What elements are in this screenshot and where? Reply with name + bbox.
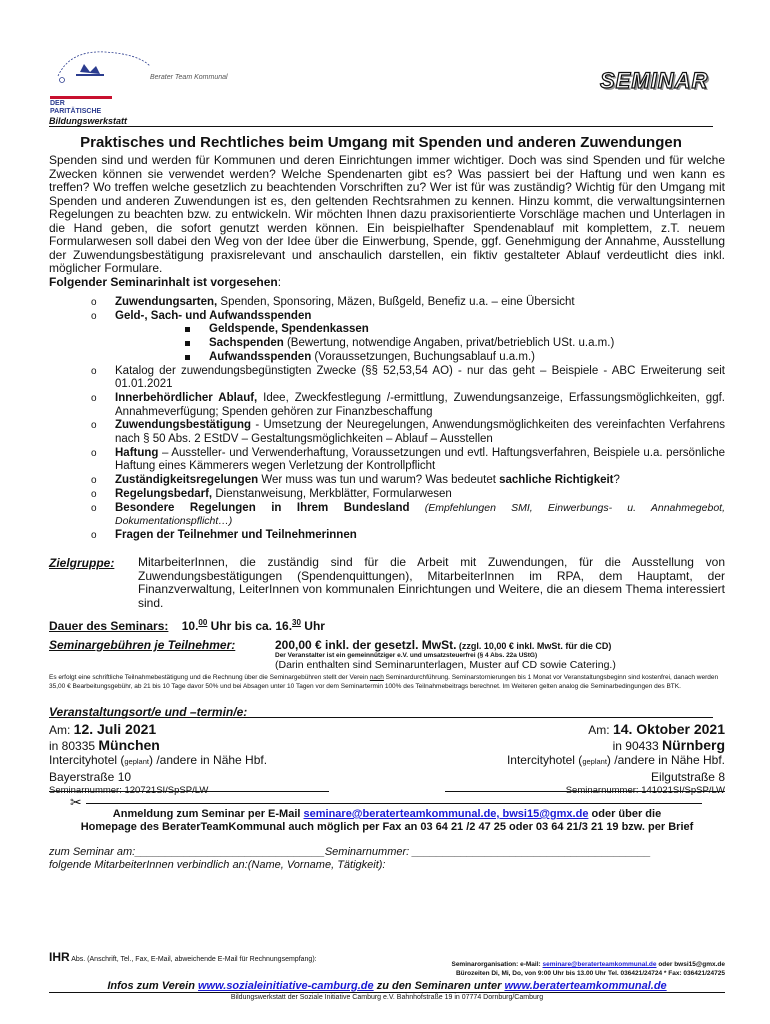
organisation-email-link[interactable]: seminare@beraterteamkommunal.de <box>542 961 657 968</box>
content-heading: Folgender Seminarinhalt ist vorgesehen <box>49 274 278 289</box>
list-item: o Regelungsbedarf, Dienstanweisung, Merkblätter, Formularwesen <box>91 487 452 500</box>
page-title: Praktisches und Rechtliches beim Umgang mit Spenden und anderen Zuwendungen <box>80 134 682 151</box>
venue-muenchen: Am: 12. Juli 2021 in 80335 München Intercityhotel (geplant) /andere in Nähe Hbf. Bayerstraße 10 Seminarnummer: 120721SI/SpSP/LW <box>49 721 268 796</box>
seminar-label: SEMINAR <box>600 68 709 93</box>
scissors-icon: ✂ <box>70 794 82 810</box>
venue-nuernberg: Am: 14. Oktober 2021 in 90433 Nürnberg Intercityhotel (geplant) /andere in Nähe Hbf. Eilgutstraße 8 Seminarnummer: 141021SI/SpSP/LW <box>506 721 725 796</box>
organisation-contact: Seminarorganisation: e-Mail: seminare@beraterteamkommunal.de oder bwsi15@gmx.de <box>451 961 725 968</box>
registration-info: Anmeldung zum Seminar per E-Mail seminare@beraterteamkommunal.de, bwsi15@gmx.de oder über die Homepage des BeraterTeamKommunal auch möglich per Fax an 03 64 21 /2 47 25 oder 03 64 21/3 21 19 bzw. per Brief <box>80 808 694 833</box>
list-item: o Innerbehördlicher Ablauf, Idee, Zweckfestlegung /-ermittlung, Zuwendungsanzeige, Erfassungsmöglichkeiten, ggf. Annahmeverfügung; Spenden gehören zur Finanzbeschaffung <box>91 391 725 418</box>
fee-contains: (Darin enthalten sind Seminarunterlagen, Muster auf CD sowie Catering.) <box>275 659 616 671</box>
zielgruppe-label: Zielgruppe: <box>49 556 115 570</box>
fee-amount: 200,00 € inkl. der gesetzl. MwSt. (zzgl. 10,00 € inkl. MwSt. für die CD) <box>275 638 612 652</box>
venue-left-divider <box>49 791 329 792</box>
list-item: o Katalog der zuwendungsbegünstigten Zwecke (§§ 52,53,54 AO) - nur das geht – Beispiele - ABC Erweiterung seit 01.01.2021 <box>91 364 725 391</box>
sub-list-item: Geldspende, Spendenkassen <box>49 323 725 337</box>
logo-paritaetische: DER PARITÄTISCHE <box>50 96 112 110</box>
venue-divider <box>49 717 713 718</box>
footer-address: Bildungswerkstatt der Soziale Initiative Camburg e.V. Bahnhofstraße 19 in 07774 Dornburg/Camburg <box>230 994 544 1001</box>
cancellation-terms: Es erfolgt eine schriftliche Teilnahmebestätigung und die Rechnung über die Seminargebühren stellt der Verein nach Seminardurchführung. Seminarstornierungen bis 1 Monat vor Veranstaltungsbeginn sind kostenfrei, danach werden 35,00 € Bearbeitungsgebühr, ab 21 bis 10 Tage davor 50% und bei Absagen unter 10 Tagen vor dem Seminartermin 100% des Teilnahmebeitrags berechnet. Im Weiteren gelten analog die Seminarbedingungen des BTK. <box>49 674 719 690</box>
verein-link[interactable]: www.sozialeinitiative-camburg.de <box>198 980 374 992</box>
sender-field: IHR Abs. (Anschrift, Tel., Fax, E-Mail, abweichende E-Mail für Rechnungsempfang): <box>49 950 317 964</box>
intro-text: Spenden sind und werden für Kommunen und deren Einrichtungen immer wichtiger. Doch was sind Spenden und für welche Zwecken können sie verwendet werden? Welche Spendenarten gibt es? Was passiert bei der Haftung und wen kann es treffen? Wo treffen welche gesetzlich zu beachtenden Vorschriften zu? Wer ist für was zuständig? Wichtig für den Umgang mit Spenden und anderen Zuwendungen ist es, den geltenden Rechtsrahmen zu kennen. Hinzu kommt, die verwaltungsinternen Regelungen zu beachten bzw. zu entwickeln. Wir möchten Ihnen dazu praxisorientierte Vorschläge machen und Unterlagen in die Hand geben, die sofort genutzt werden können. Ein beispielhafter Spendenablauf mit komplettem, z.T. neuem Formularwesen soll dabei den Weg von der Idee über die Einwerbung, Spende, ggf. Genehmigung der Annahme, Ausstellung der Zuwendungsbestätigung praxisrelevant und anschaulich darstellen, ein fiktiv gestalteter Ablauf verdeutlicht dies inkl. möglicher Formulare. Folgender Seminarinhalt ist vorgesehen: <box>49 153 725 289</box>
seminar-duration: Dauer des Seminars: 10.00 Uhr bis ca. 16.30 Uhr <box>49 618 325 633</box>
bildungswerkstatt-label: Bildungswerkstatt <box>49 116 128 126</box>
list-item: o Geld-, Sach- und Aufwandsspenden <box>91 309 312 322</box>
content-list <box>49 296 725 543</box>
registration-email-link[interactable]: seminare@beraterteamkommunal.de, bwsi15@gmx.de <box>303 808 589 820</box>
fee-tax-note: Der Veranstalter ist ein gemeinnütziger e.V. und umsatzsteuerfrei (§ 4 Abs. 22a UStG) <box>275 652 538 659</box>
form-seminar-line: zum Seminar am:_______________________________Seminarnummer: _______________________________________ <box>49 846 651 858</box>
list-item: o Zuwendungsbestätigung - Umsetzung der Neuregelungen, Anwendungsmöglichkeiten des vereinfachten Verfahrens nach § 50 Abs. 2 EStDV – Gestaltungsmöglichkeiten – Ablauf – Ausstellen <box>91 419 725 446</box>
office-hours: Bürozeiten Di, Mi, Do, von 9:00 Uhr bis 13.00 Uhr Tel. 036421/24724 * Fax: 036421/24725 <box>455 970 725 977</box>
list-item: o Besondere Regelungen in Ihrem Bundesland (Empfehlungen SMI, Einwerbungs- u. Annahmegebot, Dokumentationspflicht…) <box>91 501 725 528</box>
list-item: o Zuständigkeitsregelungen Wer muss was tun und warum? Was bedeutet sachliche Richtigkeit? <box>91 474 620 487</box>
sub-list-item: Sachspenden (Bewertung, notwendige Angaben, privat/betrieblich USt. u.a.m.) <box>49 337 725 351</box>
list-item: o Zuwendungsarten, Spenden, Sponsoring, Mäzen, Bußgeld, Benefiz u.a. – eine Übersicht <box>91 296 575 308</box>
info-links: Infos zum Verein www.sozialeinitiative-camburg.de zu den Seminaren unter www.beraterteamkommunal.de <box>107 980 667 992</box>
header-divider <box>49 126 713 127</box>
venue-label: Veranstaltungsort/e und –termin/e: <box>49 705 248 719</box>
list-item: o Haftung – Aussteller- und Verwenderhaftung, Voraussetzungen und evtl. Haftungsverfahren, Beispiele u.a. persönliche Haftung eines Kämmerers wegen Verletzung der Kontrollpflicht <box>91 446 725 473</box>
cut-line <box>86 803 702 804</box>
zielgruppe-text: MitarbeiterInnen, die zuständig sind für die Arbeit mit Zuwendungen, für die Ausstellung von Zuwendungsbestätigungen (Spendenquittungen), MitarbeiterInnen im RPA, dem Hauptamt, der Finanzverwaltung, LeiterInnen von kommunalen Einrichtungen und Weitere, die an diesem Thema interessiert sind. <box>138 555 725 610</box>
fee-label: Seminargebühren je Teilnehmer: <box>49 638 236 652</box>
logo-soziale-initiative <box>50 46 160 94</box>
seminare-link[interactable]: www.beraterteamkommunal.de <box>504 980 667 992</box>
footer-divider <box>49 992 725 993</box>
form-participants-line: folgende MitarbeiterInnen verbindlich an:(Name, Vorname, Tätigkeit): <box>49 859 386 871</box>
venue-right-divider <box>445 791 725 792</box>
list-item: o Fragen der Teilnehmer und Teilnehmerinnen <box>91 528 357 541</box>
sub-list-item: Aufwandsspenden (Voraussetzungen, Buchungsablauf u.a.m.) <box>49 351 725 365</box>
logo-beraterteam: Berater Team Kommunal <box>150 74 228 81</box>
